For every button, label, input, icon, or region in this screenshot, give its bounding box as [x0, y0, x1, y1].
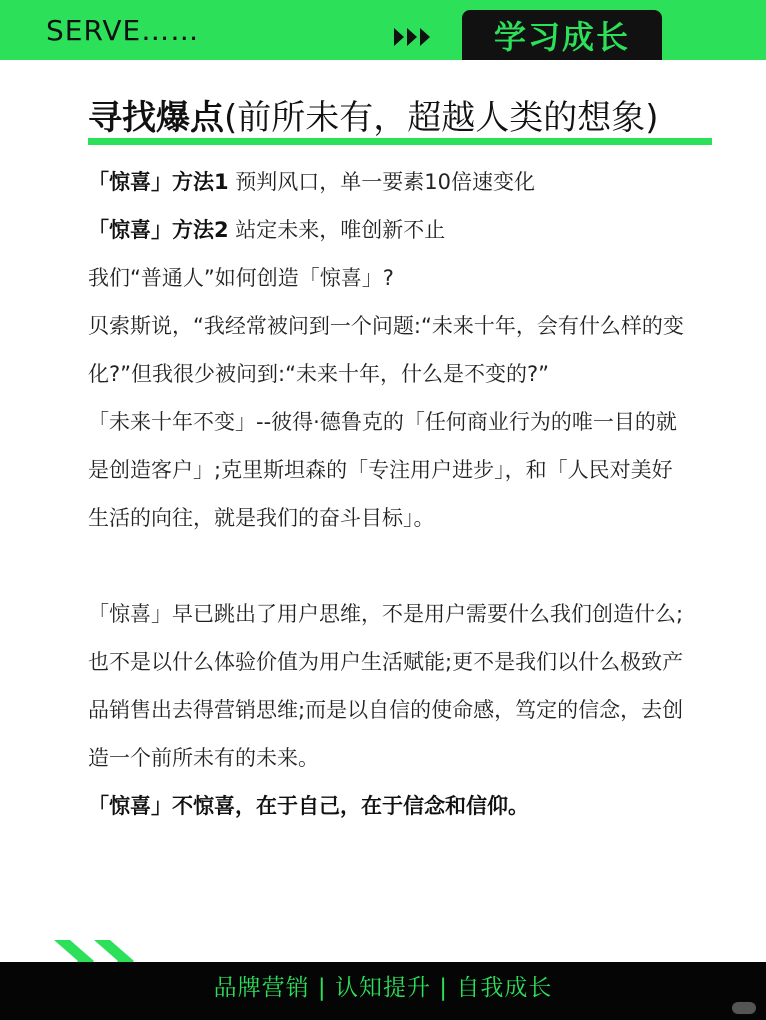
double-arrow-icon: [394, 28, 436, 46]
unchanging-paragraph: 「未来十年不变」--彼得·德鲁克的「任何商业行为的唯一目的就是创造客户」;克里斯坦森的「专注用户进步」，和「人民对美好生活的向往，就是我们的奋斗目标」。: [88, 410, 677, 530]
method-1-label: 「惊喜」方法1: [88, 170, 229, 194]
title-rest: (前所未有，超越人类的想象): [224, 98, 659, 138]
spacer: [88, 542, 688, 590]
section-tag: 学习成长: [462, 10, 662, 60]
watermark-icon: [732, 1002, 756, 1014]
article-body: [88, 158, 688, 830]
title-bold: 寻找爆点: [88, 98, 224, 138]
bezos-quote: 贝索斯说，“我经常被问到一个问题:“未来十年，会有什么样的变化?”但我很少被问到:“未来十年，什么是不变的?”: [88, 314, 684, 386]
conclusion-line: 「惊喜」不惊喜，在于自己，在于信念和信仰。: [88, 794, 529, 818]
question-line: 我们“普通人”如何创造「惊喜」?: [88, 266, 394, 290]
page-title: [88, 96, 728, 140]
brand-text: SERVE……: [46, 14, 200, 47]
method-1-line: [88, 158, 688, 206]
footer-text: 品牌营销 | 认知提升 | 自我成长: [213, 975, 553, 1001]
method-2-label: 「惊喜」方法2: [88, 218, 229, 242]
surprise-paragraph: 「惊喜」早已跳出了用户思维，不是用户需要什么我们创造什么;也不是以什么体验价值为用户生活赋能;更不是我们以什么极致产品销售出去得营销思维;而是以自信的使命感，笃定的信念，去创造一个前所未有的未来。: [88, 602, 684, 770]
method-2-text: 站定未来，唯创新不止: [228, 218, 446, 242]
method-1-text: 预判风口，单一要素10倍速变化: [228, 170, 536, 194]
method-2-line: [88, 206, 688, 254]
